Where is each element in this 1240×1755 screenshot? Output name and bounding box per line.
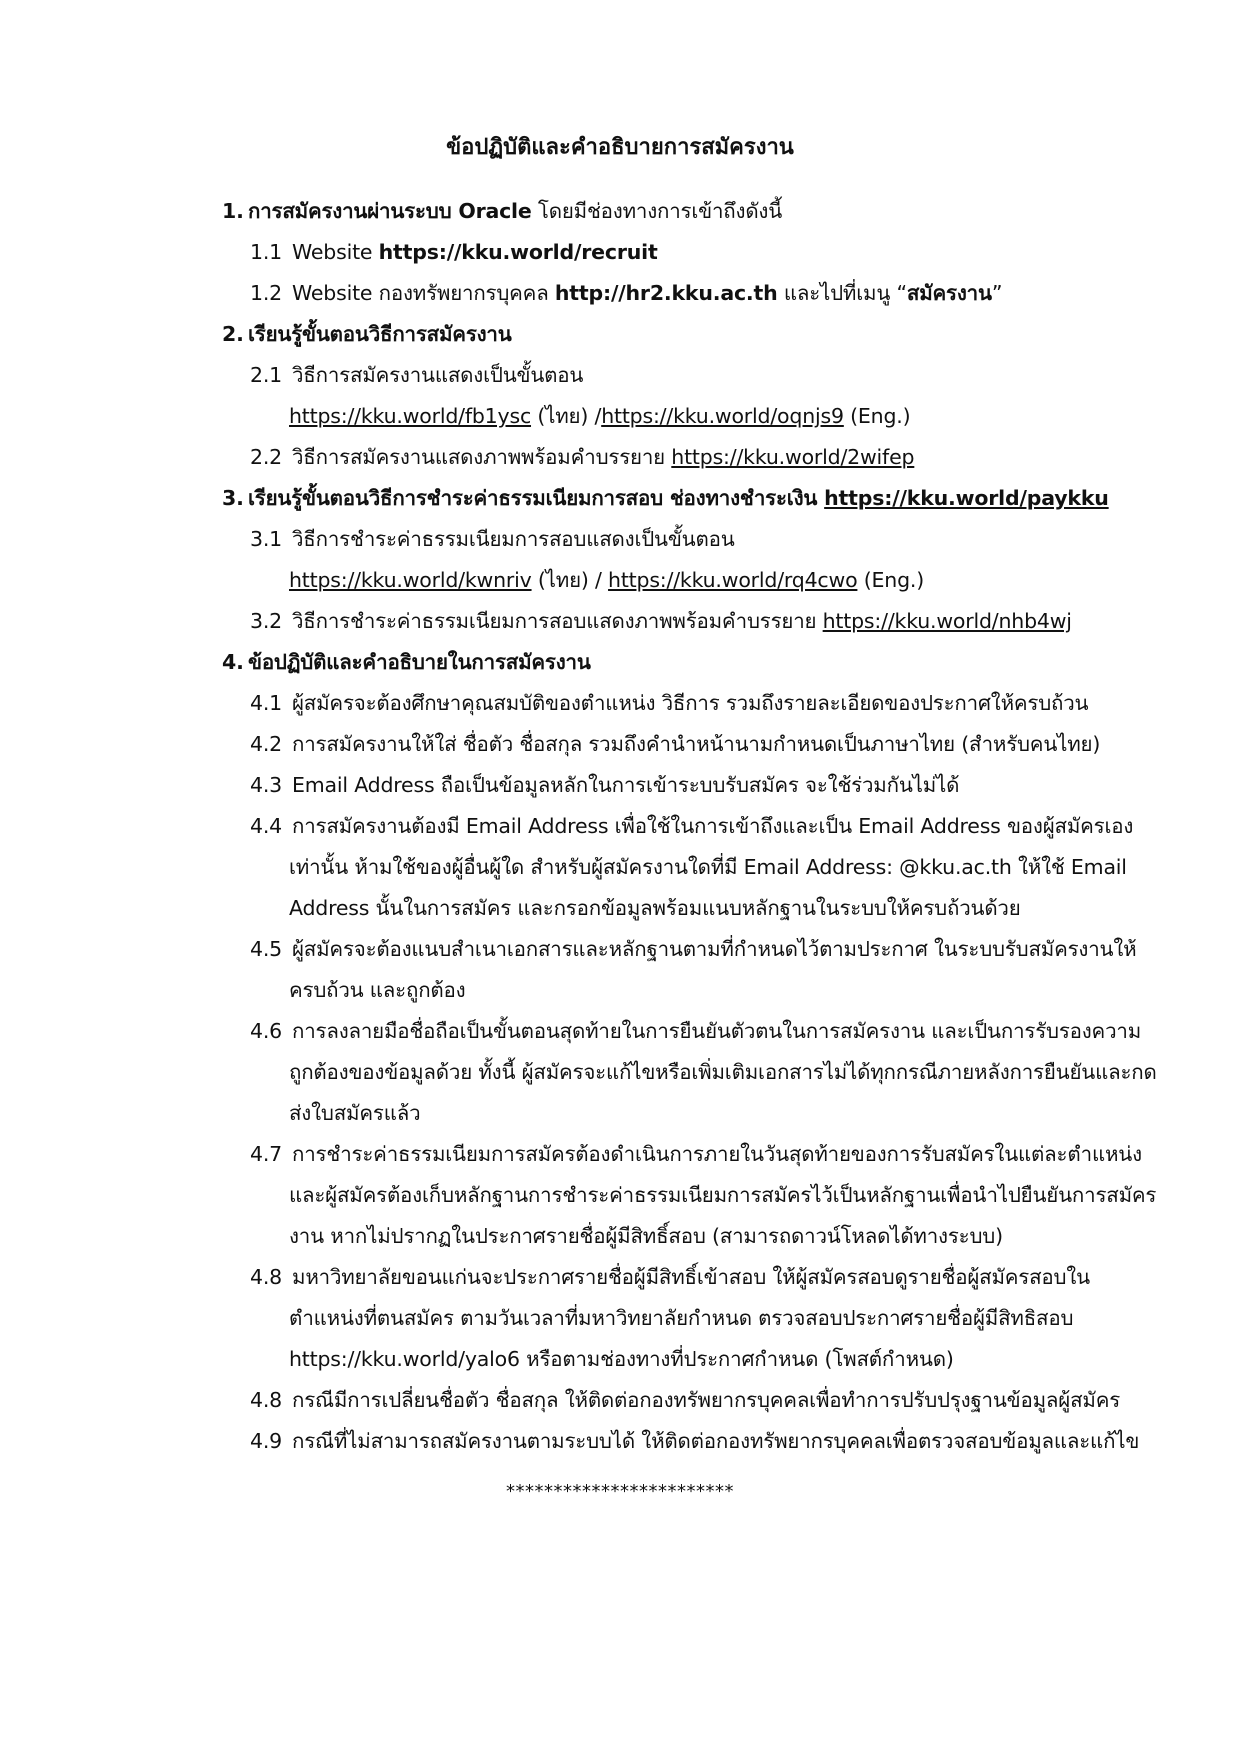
item-4-2: 4.2 การสมัครงานให้ใส่ ชื่อตัว ชื่อสกุล รวมถึงคำนำหน้านามกำหนดเป็นภาษาไทย (สำหรับคนไทย): [250, 732, 1101, 756]
fb1ysc-link[interactable]: https://kku.world/fb1ysc: [289, 404, 532, 428]
recruit-link[interactable]: https://kku.world/recruit: [378, 240, 658, 264]
item-4-7: 4.7 การชำระค่าธรรมเนียมการสมัครต้องดำเนินการภายในวันสุดท้ายของการรับสมัครในแต่ละตำแหน่ง: [250, 1142, 1142, 1166]
item-4-5-line-2: ครบถ้วน และถูกต้อง: [289, 978, 466, 1002]
section-2-heading: 2. เรียนรู้ขั้นตอนวิธีการสมัครงาน: [222, 322, 512, 346]
item-4-5: 4.5 ผู้สมัครจะต้องแนบสำเนาเอกสารและหลักฐานตามที่กำหนดไว้ตามประกาศ ในระบบรับสมัครงานให้: [250, 937, 1137, 961]
item-4-6-line-2: ถูกต้องของข้อมูลด้วย ทั้งนี้ ผู้สมัครจะแก้ไขหรือเพิ่มเติมเอกสารไม่ได้ทุกกรณีภายหลังการยืนยันและกด: [289, 1060, 1157, 1084]
page-title: ข้อปฏิบัติและคำอธิบายการสมัครงาน: [446, 135, 794, 160]
item-4-8-b: 4.8 กรณีมีการเปลี่ยนชื่อตัว ชื่อสกุล ให้ติดต่อกองทรัพยากรบุคคลเพื่อทำการปรับปรุงฐานข้อมูลผู้สมัคร: [250, 1388, 1121, 1412]
item-4-4-line-3: Address นั้นในการสมัคร และกรอกข้อมูลพร้อมแนบหลักฐานในระบบให้ครบถ้วนด้วย: [289, 896, 1021, 920]
item-1-2: 1.2 Website กองทรัพยากรบุคคล http://hr2.kku.ac.th และไปที่เมนู “สมัครงาน”: [250, 281, 1003, 305]
item-2-1-links: https://kku.world/fb1ysc (ไทย) /https://kku.world/oqnjs9 (Eng.): [289, 404, 911, 428]
item-4-4: 4.4 การสมัครงานต้องมี Email Address เพื่อใช้ในการเข้าถึงและเป็น Email Address ของผู้สมัครเอง: [250, 814, 1134, 838]
kwnriv-link[interactable]: https://kku.world/kwnriv: [289, 568, 532, 592]
item-4-7-line-2: และผู้สมัครต้องเก็บหลักฐานการชำระค่าธรรมเนียมการสมัครไว้เป็นหลักฐานเพื่อนำไปยืนยันการสมัคร: [289, 1183, 1157, 1207]
item-4-1: 4.1 ผู้สมัครจะต้องศึกษาคุณสมบัติของตำแหน่ง วิธีการ รวมถึงรายละเอียดของประกาศให้ครบถ้วน: [250, 691, 1089, 715]
item-4-9: 4.9 กรณีที่ไม่สามารถสมัครงานตามระบบได้ ให้ติดต่อกองทรัพยากรบุคคลเพื่อตรวจสอบข้อมูลและแก้ไข: [250, 1429, 1140, 1453]
section-4-heading: 4. ข้อปฏิบัติและคำอธิบายในการสมัครงาน: [222, 650, 591, 674]
item-3-1-links: https://kku.world/kwnriv (ไทย) / https://kku.world/rq4cwo (Eng.): [289, 568, 924, 592]
item-3-2: 3.2 วิธีการชำระค่าธรรมเนียมการสอบแสดงภาพพร้อมคำบรรยาย https://kku.world/nhb4wj: [250, 609, 1072, 633]
item-4-3: 4.3 Email Address ถือเป็นข้อมูลหลักในการเข้าระบบรับสมัคร จะใช้ร่วมกันไม่ได้: [250, 773, 960, 797]
nhb4wj-link[interactable]: https://kku.world/nhb4wj: [822, 609, 1072, 633]
rq4cwo-link[interactable]: https://kku.world/rq4cwo: [608, 568, 858, 592]
footer-separator: ************************: [506, 1481, 734, 1502]
item-4-4-line-2: เท่านั้น ห้ามใช้ของผู้อื่นผู้ใด สำหรับผู้สมัครงานใดที่มี Email Address: @kku.ac.th ให้ใช้ Email: [289, 855, 1127, 879]
item-1-1: 1.1 Website https://kku.world/recruit: [250, 240, 658, 264]
section-1-heading: 1. การสมัครงานผ่านระบบ Oracle โดยมีช่องทางการเข้าถึงดังนี้: [222, 199, 783, 223]
oqnjs9-link[interactable]: https://kku.world/oqnjs9: [601, 404, 844, 428]
item-4-8-line-2: ตำแหน่งที่ตนสมัคร ตามวันเวลาที่มหาวิทยาลัยกำหนด ตรวจสอบประกาศรายชื่อผู้มีสิทธิสอบ: [289, 1306, 1074, 1330]
item-2-1: 2.1 วิธีการสมัครงานแสดงเป็นขั้นตอน: [250, 363, 584, 387]
hr2-link[interactable]: http://hr2.kku.ac.th: [554, 281, 778, 305]
2wifep-link[interactable]: https://kku.world/2wifep: [671, 445, 915, 469]
section-3-heading: 3. เรียนรู้ขั้นตอนวิธีการชำระค่าธรรมเนียมการสอบ ช่องทางชำระเงิน https://kku.world/paykku: [222, 486, 1109, 510]
paykku-link[interactable]: https://kku.world/paykku: [824, 486, 1109, 510]
item-4-7-line-3: งาน หากไม่ปรากฏในประกาศรายชื่อผู้มีสิทธิ์สอบ (สามารถดาวน์โหลดได้ทางระบบ): [289, 1224, 1003, 1248]
item-4-6: 4.6 การลงลายมือชื่อถือเป็นขั้นตอนสุดท้ายในการยืนยันตัวตนในการสมัครงาน และเป็นการรับรองความ: [250, 1019, 1142, 1043]
item-2-2: 2.2 วิธีการสมัครงานแสดงภาพพร้อมคำบรรยาย https://kku.world/2wifep: [250, 445, 915, 469]
item-4-6-line-3: ส่งใบสมัครแล้ว: [289, 1101, 421, 1125]
item-4-8: 4.8 มหาวิทยาลัยขอนแก่นจะประกาศรายชื่อผู้มีสิทธิ์เข้าสอบ ให้ผู้สมัครสอบดูรายชื่อผู้สมัครสอบใน: [250, 1265, 1090, 1289]
item-3-1: 3.1 วิธีการชำระค่าธรรมเนียมการสอบแสดงเป็นขั้นตอน: [250, 527, 735, 551]
item-4-8-line-3: https://kku.world/yalo6 หรือตามช่องทางที่ประกาศกำหนด (โพสต์กำหนด): [289, 1347, 954, 1371]
